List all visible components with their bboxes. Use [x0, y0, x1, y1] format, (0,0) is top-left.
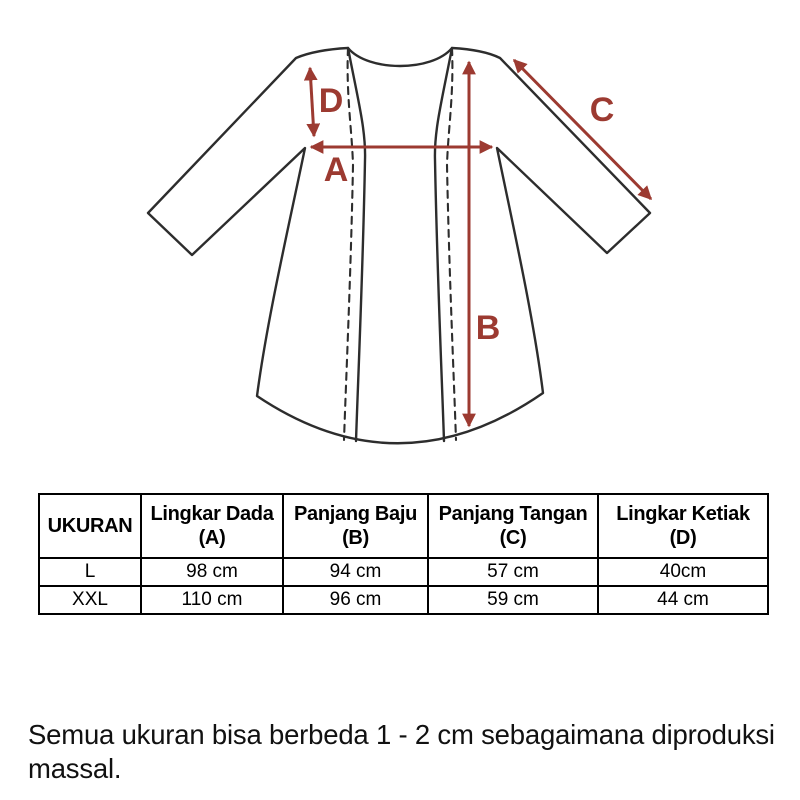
header-cell-armhole — [598, 494, 768, 558]
header-sleeve-label: Panjang Tangan — [438, 503, 588, 525]
cell-l-sleeve: 57 cm — [428, 558, 598, 586]
size-table-header-row — [39, 494, 768, 558]
cell-xxl-sleeve: 59 cm — [428, 586, 598, 614]
header-cell-length — [283, 494, 428, 558]
cell-l-armhole: 40cm — [598, 558, 768, 586]
header-cell-sleeve — [428, 494, 598, 558]
cell-l-length: 94 cm — [283, 558, 428, 586]
measure-label-length: B — [475, 309, 501, 347]
table-row-size-l — [39, 558, 768, 586]
garment-silhouette — [148, 48, 650, 443]
header-cell-size — [39, 494, 141, 558]
header-size-label: UKURAN — [47, 515, 133, 537]
table-row-size-xxl — [39, 586, 768, 614]
cell-xxl-length: 96 cm — [283, 586, 428, 614]
cell-l-size: L — [39, 558, 141, 586]
header-chest-sub: (A) — [198, 527, 226, 549]
header-length-label: Panjang Baju — [293, 503, 418, 525]
header-chest-label: Lingkar Dada — [150, 503, 274, 525]
size-table-container — [38, 493, 769, 615]
cell-xxl-armhole: 44 cm — [598, 586, 768, 614]
cell-xxl-size: XXL — [39, 586, 141, 614]
measure-label-armhole: D — [318, 82, 344, 120]
disclaimer-note: Semua ukuran bisa berbeda 1 - 2 cm sebagaimana diproduksi massal. — [28, 719, 775, 784]
header-sleeve-sub: (C) — [499, 527, 527, 549]
header-armhole-label: Lingkar Ketiak — [616, 503, 750, 525]
measure-label-chest: A — [323, 151, 349, 189]
cell-l-chest: 98 cm — [141, 558, 283, 586]
header-armhole-sub: (D) — [669, 527, 697, 549]
cell-xxl-chest: 110 cm — [141, 586, 283, 614]
measure-label-sleeve: C — [589, 91, 615, 129]
size-table — [38, 493, 769, 615]
garment-outline-group — [148, 48, 650, 443]
header-cell-chest — [141, 494, 283, 558]
header-length-sub: (B) — [342, 527, 369, 549]
